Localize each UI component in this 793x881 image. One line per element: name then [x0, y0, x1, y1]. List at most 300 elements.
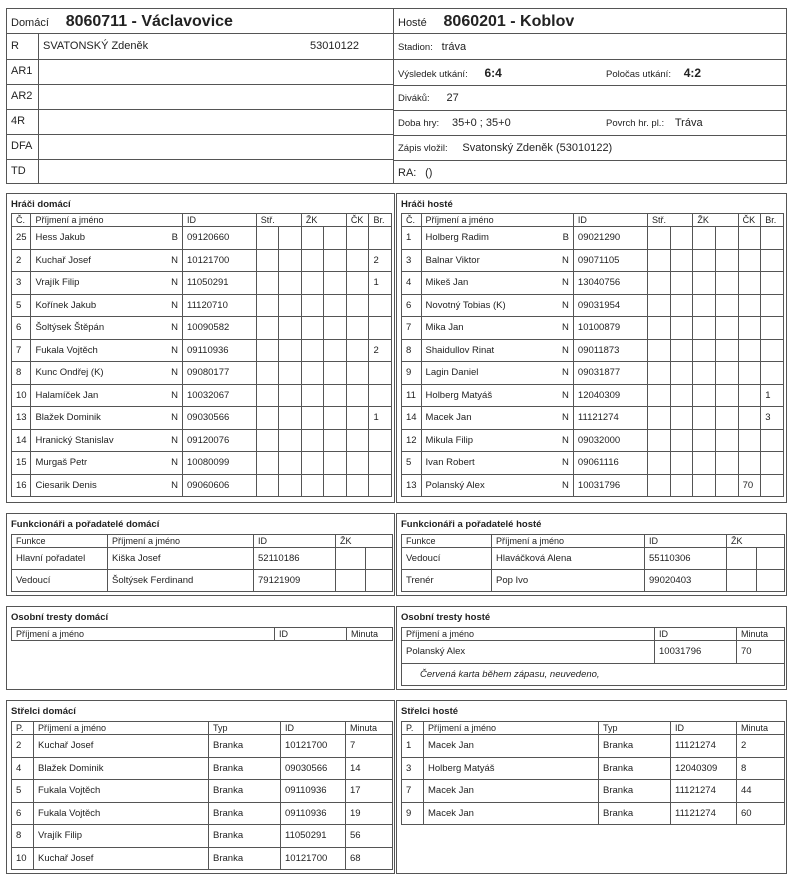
red-card-cell	[346, 249, 369, 272]
player-id: 10100879	[573, 317, 647, 340]
player-name: Hranický Stanislav	[31, 429, 158, 452]
player-number: 11	[402, 384, 422, 407]
goals-count-cell	[761, 474, 784, 497]
goals-cell	[670, 249, 693, 272]
player-id: 09110936	[183, 339, 257, 362]
away-team-title	[398, 12, 574, 32]
yellow-card-cell	[715, 317, 738, 340]
player-flag: N	[549, 294, 574, 317]
table-header-row	[12, 628, 393, 641]
goals-count-cell: 2	[369, 339, 392, 362]
yellow-card-cell	[301, 452, 324, 475]
goals-count-cell	[369, 317, 392, 340]
yellow-card-cell	[301, 384, 324, 407]
player-flag: N	[158, 452, 183, 475]
yellow-card-cell	[301, 227, 324, 250]
divider	[38, 34, 39, 59]
goals-cell	[256, 317, 279, 340]
goals-cell	[648, 452, 671, 475]
spectators-value: 27	[446, 92, 459, 104]
red-card-cell	[346, 272, 369, 295]
goal-order: 1	[402, 735, 424, 758]
red-card-cell	[738, 227, 761, 250]
divider	[38, 59, 39, 84]
stadium-row	[398, 37, 466, 57]
player-id: 09071105	[573, 249, 647, 272]
column-header: Br.	[761, 214, 784, 227]
goal-order: 3	[402, 757, 424, 780]
scorer-id: 09110936	[281, 802, 346, 825]
red-card-cell: 70	[738, 474, 761, 497]
goals-cell	[256, 272, 279, 295]
yellow-card-cell	[301, 317, 324, 340]
column-header: Minuta	[737, 722, 785, 735]
yellow-card-cell	[693, 272, 716, 295]
player-flag: N	[158, 249, 183, 272]
red-card-cell	[738, 294, 761, 317]
yellow-card-cell	[715, 362, 738, 385]
goals-cell	[256, 227, 279, 250]
scorer-name: Vrajík Filip	[34, 825, 209, 848]
red-card-cell	[738, 452, 761, 475]
column-header: Č.	[12, 214, 31, 227]
person-name: Kiška Josef	[108, 548, 254, 570]
table-row	[12, 317, 392, 340]
column-header: ŽK	[693, 214, 738, 227]
minute-cell: 70	[737, 641, 785, 664]
yellow-card-cell	[324, 474, 347, 497]
away-penalties-table	[401, 627, 785, 686]
column-header: Minuta	[737, 628, 785, 641]
goal-type: Branka	[209, 825, 281, 848]
table-header-row	[402, 628, 785, 641]
player-number: 6	[12, 317, 31, 340]
goals-cell	[648, 362, 671, 385]
scorer-id: 10121700	[281, 735, 346, 758]
scorer-name: Fukala Vojtěch	[34, 780, 209, 803]
table-row	[12, 249, 392, 272]
official-id	[310, 84, 390, 109]
player-name: Hess Jakub	[31, 227, 158, 250]
red-card-cell	[346, 227, 369, 250]
goals-cell	[648, 339, 671, 362]
player-flag: N	[549, 249, 574, 272]
player-name: Holberg Radim	[421, 227, 549, 250]
minute-cell: 19	[346, 802, 393, 825]
player-id: 12040309	[573, 384, 647, 407]
player-name: Mikula Filip	[421, 429, 549, 452]
yellow-card-cell	[301, 362, 324, 385]
player-id: 09021290	[573, 227, 647, 250]
goals-cell	[670, 339, 693, 362]
red-card-cell	[738, 249, 761, 272]
yellow-card-cell	[693, 474, 716, 497]
halftime-row	[606, 63, 701, 83]
player-number: 10	[12, 384, 31, 407]
player-number: 12	[402, 429, 422, 452]
player-name: Lagin Daniel	[421, 362, 549, 385]
player-flag: N	[158, 294, 183, 317]
goals-count-cell	[761, 452, 784, 475]
yellow-card-cell	[715, 294, 738, 317]
goals-cell	[670, 317, 693, 340]
yellow-card-cell	[693, 317, 716, 340]
table-row	[12, 802, 393, 825]
surface-label: Povrch hr. pl.:	[606, 118, 665, 129]
duration-row	[398, 113, 511, 133]
yellow-card-cell	[715, 272, 738, 295]
goals-count-cell	[369, 384, 392, 407]
official-id	[310, 109, 390, 134]
table-row	[402, 757, 785, 780]
player-flag: B	[158, 227, 183, 250]
yellow-card-cell	[301, 339, 324, 362]
goals-cell	[279, 474, 302, 497]
player-name: Novotný Tobias (K)	[421, 294, 549, 317]
column-header: P.	[402, 722, 424, 735]
player-id: 10080099	[183, 452, 257, 475]
player-flag: N	[549, 474, 574, 497]
official-name: SVATONSKÝ Zdeněk	[43, 40, 149, 52]
column-header: ŽK	[727, 535, 785, 548]
minute-cell: 7	[346, 735, 393, 758]
red-card-cell	[738, 339, 761, 362]
red-card-cell	[738, 317, 761, 340]
column-header: Typ	[209, 722, 281, 735]
goals-cell	[670, 407, 693, 430]
player-name: Ciesarik Denis	[31, 474, 158, 497]
away-team-name: 8060201 - Koblov	[443, 13, 575, 30]
halftime-label: Poločas utkání:	[606, 69, 671, 80]
player-flag: B	[549, 227, 574, 250]
scorer-name: Macek Jan	[424, 802, 599, 825]
goals-cell	[256, 249, 279, 272]
official-id	[310, 159, 390, 184]
yellow-card-cell	[693, 339, 716, 362]
goals-count-cell: 3	[761, 407, 784, 430]
table-header-row	[402, 722, 785, 735]
player-id: 09011873	[573, 339, 647, 362]
player-name: Kuchař Josef	[31, 249, 158, 272]
player-id: 10031796	[573, 474, 647, 497]
player-name: Polanský Alex	[421, 474, 549, 497]
table-row	[402, 802, 785, 825]
column-header: Stř.	[256, 214, 301, 227]
spectators-row	[398, 88, 459, 108]
goals-count-cell	[369, 294, 392, 317]
table-row	[12, 757, 393, 780]
player-number: 13	[12, 407, 31, 430]
yellow-card-cell	[727, 548, 757, 570]
goals-cell	[279, 294, 302, 317]
goals-count-cell	[369, 474, 392, 497]
goal-order: 4	[12, 757, 34, 780]
home-players-table	[11, 213, 392, 497]
yellow-card-cell	[324, 272, 347, 295]
column-header: Minuta	[346, 722, 393, 735]
red-card-cell	[738, 384, 761, 407]
minute-cell: 68	[346, 847, 393, 870]
yellow-card-cell	[366, 570, 393, 592]
player-id: 13040756	[573, 272, 647, 295]
column-header: Příjmení a jméno	[34, 722, 209, 735]
yellow-card-cell	[757, 548, 785, 570]
table-row	[12, 384, 392, 407]
stadium-label: Stadion:	[398, 42, 433, 53]
goals-cell	[648, 294, 671, 317]
home-players-title: Hráči domácí	[11, 199, 71, 210]
function-cell: Vedoucí	[402, 548, 492, 570]
person-id: 99020403	[645, 570, 727, 592]
goals-cell	[256, 474, 279, 497]
goals-cell	[279, 384, 302, 407]
player-number: 8	[12, 362, 31, 385]
yellow-card-cell	[715, 227, 738, 250]
divider	[393, 160, 787, 161]
divider	[393, 33, 787, 34]
goal-type: Branka	[209, 847, 281, 870]
goals-cell	[256, 339, 279, 362]
yellow-card-cell	[693, 384, 716, 407]
player-number: 15	[12, 452, 31, 475]
yellow-card-cell	[366, 548, 393, 570]
official-name	[43, 134, 293, 159]
person-id: 52110186	[254, 548, 336, 570]
goal-type: Branka	[209, 757, 281, 780]
away-officials-title: Funkcionáři a pořadatelé hosté	[401, 519, 542, 530]
player-flag: N	[158, 339, 183, 362]
header-divider	[393, 8, 394, 184]
red-card-cell	[346, 294, 369, 317]
function-cell: Hlavní pořadatel	[12, 548, 108, 570]
player-number: 16	[12, 474, 31, 497]
column-header: Příjmení a jméno	[424, 722, 599, 735]
table-row	[12, 548, 393, 570]
yellow-card-cell	[757, 570, 785, 592]
home-scorers-table	[11, 721, 393, 870]
minute-cell: 2	[737, 735, 785, 758]
column-header: ID	[645, 535, 727, 548]
player-flag: N	[549, 407, 574, 430]
divider	[393, 135, 787, 136]
goals-count-cell	[761, 249, 784, 272]
goals-cell	[279, 407, 302, 430]
player-flag: N	[158, 474, 183, 497]
player-flag: N	[549, 384, 574, 407]
scorer-name: Blažek Dominik	[34, 757, 209, 780]
scorer-id: 11050291	[281, 825, 346, 848]
player-flag: N	[158, 429, 183, 452]
player-id: 11050291	[183, 272, 257, 295]
yellow-card-cell	[715, 429, 738, 452]
goals-cell	[279, 362, 302, 385]
official-role: AR2	[11, 90, 33, 102]
ra-label: RA:	[398, 167, 417, 179]
goal-type: Branka	[209, 735, 281, 758]
scorer-name: Macek Jan	[424, 780, 599, 803]
goals-cell	[648, 272, 671, 295]
goals-cell	[279, 272, 302, 295]
scorer-id: 09030566	[281, 757, 346, 780]
yellow-card-cell	[301, 429, 324, 452]
person-id: 10031796	[655, 641, 737, 664]
home-penalties-table	[11, 627, 393, 641]
red-card-cell	[346, 452, 369, 475]
player-number: 14	[402, 407, 422, 430]
goal-order: 9	[402, 802, 424, 825]
column-header: Příjmení a jméno	[402, 628, 655, 641]
column-header: Č.	[402, 214, 422, 227]
yellow-card-cell	[693, 362, 716, 385]
player-name: Fukala Vojtěch	[31, 339, 158, 362]
red-card-cell	[346, 407, 369, 430]
goals-cell	[256, 362, 279, 385]
table-row	[12, 474, 392, 497]
player-flag: N	[158, 362, 183, 385]
goals-count-cell: 1	[369, 407, 392, 430]
player-number: 7	[402, 317, 422, 340]
red-card-cell	[738, 362, 761, 385]
yellow-card-cell	[693, 249, 716, 272]
yellow-card-cell	[727, 570, 757, 592]
column-header: ID	[671, 722, 737, 735]
table-row	[402, 452, 784, 475]
goals-count-cell: 2	[369, 249, 392, 272]
player-number: 4	[402, 272, 422, 295]
table-row	[12, 570, 393, 592]
player-id: 09031954	[573, 294, 647, 317]
yellow-card-cell	[324, 317, 347, 340]
red-card-cell	[346, 317, 369, 340]
official-name	[43, 159, 293, 184]
goal-order: 8	[12, 825, 34, 848]
yellow-card-cell	[693, 294, 716, 317]
goal-order: 5	[12, 780, 34, 803]
divider	[38, 109, 39, 134]
table-header-row	[12, 535, 393, 548]
author-label: Zápis vložil:	[398, 143, 448, 154]
goals-count-cell	[761, 272, 784, 295]
goals-count-cell	[761, 294, 784, 317]
yellow-card-cell	[324, 249, 347, 272]
yellow-card-cell	[324, 294, 347, 317]
red-card-cell	[346, 339, 369, 362]
home-scorers-title: Střelci domácí	[11, 706, 76, 717]
player-number: 3	[402, 249, 422, 272]
goal-type: Branka	[599, 757, 671, 780]
player-number: 9	[402, 362, 422, 385]
player-flag: N	[549, 317, 574, 340]
table-row	[12, 407, 392, 430]
duration-label: Doba hry:	[398, 118, 440, 129]
goals-count-cell	[369, 429, 392, 452]
goals-cell	[670, 272, 693, 295]
goal-type: Branka	[209, 802, 281, 825]
away-penalties-title: Osobní tresty hosté	[401, 612, 491, 623]
player-number: 5	[12, 294, 31, 317]
table-row	[12, 339, 392, 362]
goals-cell	[279, 249, 302, 272]
goals-cell	[648, 227, 671, 250]
function-cell: Vedoucí	[12, 570, 108, 592]
player-name: Blažek Dominik	[31, 407, 158, 430]
spectators-label: Diváků:	[398, 93, 430, 104]
table-row	[12, 294, 392, 317]
home-team-title	[11, 12, 233, 32]
official-role: TD	[11, 165, 26, 177]
yellow-card-cell	[324, 407, 347, 430]
player-id: 09030566	[183, 407, 257, 430]
table-header-row	[12, 214, 392, 227]
player-id: 09061116	[573, 452, 647, 475]
author-row	[398, 138, 612, 158]
goals-count-cell: 1	[369, 272, 392, 295]
yellow-card-cell	[715, 249, 738, 272]
column-header: Br.	[369, 214, 392, 227]
divider	[393, 85, 787, 86]
halftime-value: 4:2	[683, 66, 702, 80]
goals-count-cell	[761, 339, 784, 362]
player-id: 09060606	[183, 474, 257, 497]
player-flag: N	[549, 362, 574, 385]
player-flag: N	[549, 339, 574, 362]
yellow-card-cell	[301, 249, 324, 272]
red-card-cell	[738, 429, 761, 452]
yellow-card-cell	[301, 407, 324, 430]
player-name: Murgaš Petr	[31, 452, 158, 475]
table-row	[402, 429, 784, 452]
goals-cell	[279, 317, 302, 340]
red-card-cell	[346, 362, 369, 385]
goals-cell	[670, 452, 693, 475]
away-officials-table	[401, 534, 785, 592]
official-id	[310, 59, 390, 84]
goal-order: 2	[12, 735, 34, 758]
goals-cell	[648, 249, 671, 272]
goals-cell	[648, 407, 671, 430]
player-name: Mikeš Jan	[421, 272, 549, 295]
yellow-card-cell	[324, 452, 347, 475]
player-number: 7	[12, 339, 31, 362]
player-flag: N	[158, 384, 183, 407]
goals-cell	[279, 452, 302, 475]
scorer-name: Kuchař Josef	[34, 735, 209, 758]
result-value: 6:4	[484, 66, 502, 80]
player-id: 09120076	[183, 429, 257, 452]
official-name	[43, 84, 293, 109]
column-header: Minuta	[347, 628, 393, 641]
goals-cell	[670, 429, 693, 452]
table-row	[12, 272, 392, 295]
yellow-card-cell	[693, 407, 716, 430]
minute-cell: 17	[346, 780, 393, 803]
column-header: ID	[573, 214, 647, 227]
scorer-id: 11121274	[671, 802, 737, 825]
away-label: Hosté	[398, 17, 427, 29]
person-name: Pop Ivo	[492, 570, 645, 592]
goals-count-cell	[761, 227, 784, 250]
table-row	[402, 735, 785, 758]
yellow-card-cell	[336, 548, 366, 570]
official-role: 4R	[11, 115, 26, 127]
table-row	[402, 249, 784, 272]
yellow-card-cell	[693, 227, 716, 250]
yellow-card-cell	[715, 474, 738, 497]
away-players-table	[401, 213, 784, 497]
player-id: 10032067	[183, 384, 257, 407]
scorer-id: 11121274	[671, 735, 737, 758]
divider	[38, 84, 39, 109]
